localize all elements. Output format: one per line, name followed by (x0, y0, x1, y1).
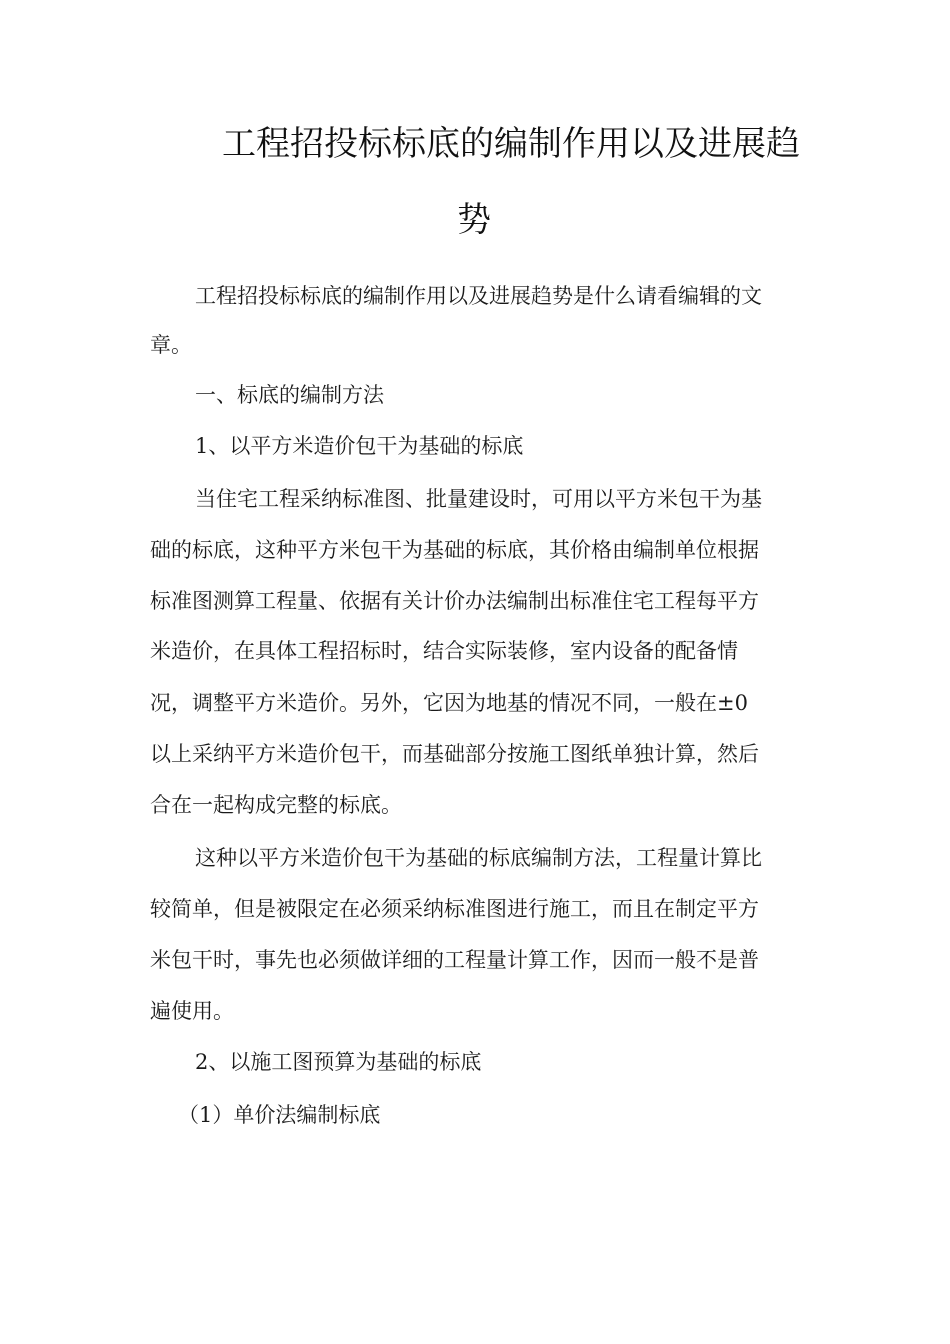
paragraph-line: 较简单，但是被限定在必须采纳标准图进行施工，而且在制定平方 (150, 897, 759, 921)
paragraph-line: 章。 (150, 333, 192, 357)
paragraph-line: 工程招投标标底的编制作用以及进展趋势是什么请看编辑的文 (195, 284, 762, 308)
subsection-heading: 1、以平方米造价包干为基础的标底 (195, 434, 524, 458)
paragraph-line: 米包干时，事先也必须做详细的工程量计算工作，因而一般不是普 (150, 948, 759, 972)
section-heading: 一、标底的编制方法 (195, 383, 384, 407)
paragraph-line: 遍使用。 (150, 999, 234, 1023)
paragraph-line: 当住宅工程采纳标准图、批量建设时，可用以平方米包干为基 (195, 487, 762, 511)
document-title-line-1: 工程招投标标底的编制作用以及进展趋 (222, 124, 800, 164)
paragraph-line: 况，调整平方米造价。另外，它因为地基的情况不同，一般在±0 (150, 691, 748, 715)
subsection-heading: 2、以施工图预算为基础的标底 (195, 1050, 482, 1074)
paragraph-line: 础的标底，这种平方米包干为基础的标底，其价格由编制单位根据 (150, 538, 759, 562)
paragraph-line: 这种以平方米造价包干为基础的标底编制方法，工程量计算比 (195, 846, 762, 870)
paragraph-line: 标准图测算工程量、依据有关计价办法编制出标准住宅工程每平方 (150, 589, 759, 613)
subsection-heading: （1）单价法编制标底 (178, 1103, 381, 1127)
paragraph-line: 合在一起构成完整的标底。 (150, 793, 402, 817)
paragraph-line: 米造价，在具体工程招标时，结合实际装修，室内设备的配备情 (150, 639, 738, 663)
paragraph-line: 以上采纳平方米造价包干，而基础部分按施工图纸单独计算，然后 (150, 742, 759, 766)
document-title-line-2: 势 (457, 200, 491, 240)
